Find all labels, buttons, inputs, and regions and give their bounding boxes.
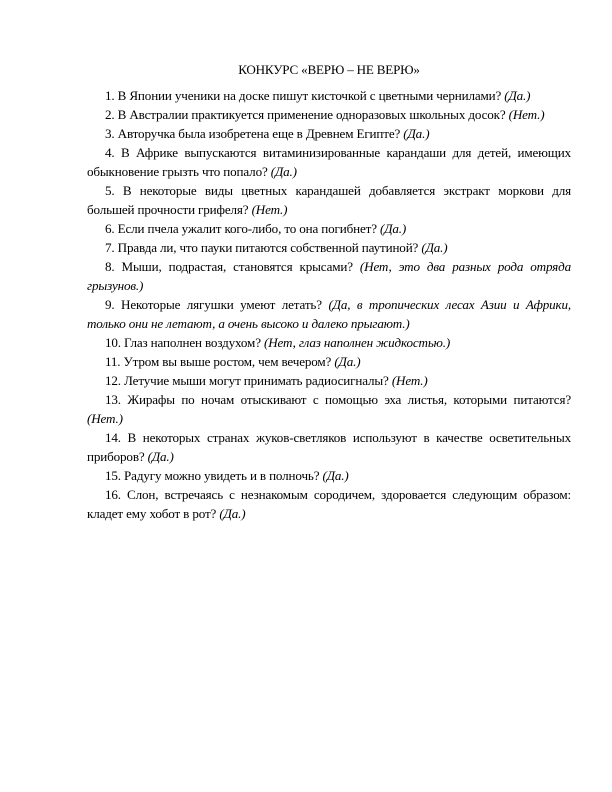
question-item	[87, 219, 571, 238]
answer-text: (Да.)	[421, 240, 448, 255]
question-text: 3. Авторучка была изобретена еще в Древнем Египте?	[105, 126, 401, 141]
question-text: 9. Некоторые лягушки умеют летать?	[105, 297, 322, 312]
answer-text: (Да, в тропических лесах Азии и Африки, только они не летают, а очень высоко и далеко прыгают.)	[87, 297, 572, 331]
question-text: 7. Правда ли, что пауки питаются собственной паутиной?	[105, 240, 419, 255]
question-item	[87, 238, 571, 257]
question-text: 5. В некоторые виды цветных карандашей добавляется экстракт моркови для большей прочности грифеля?	[87, 183, 571, 217]
question-text: 2. В Австралии практикуется применение одноразовых школьных досок?	[105, 107, 506, 122]
question-text: 1. В Японии ученики на доске пишут кисточкой с цветными чернилами?	[105, 88, 502, 103]
answer-text: (Да.)	[380, 221, 407, 236]
question-item	[87, 333, 571, 352]
answer-text: (Нет.)	[251, 202, 288, 217]
answer-text: (Да.)	[334, 354, 361, 369]
answer-text: (Да.)	[147, 449, 174, 464]
question-item	[87, 105, 571, 124]
question-item	[87, 124, 571, 143]
answer-text: (Да.)	[403, 126, 430, 141]
question-text: 14. В некоторых странах жуков-светляков используют в качестве осветительных приборов?	[87, 430, 571, 464]
question-text: 6. Если пчела ужалит кого-либо, то она погибнет?	[105, 221, 377, 236]
answer-text: (Да.)	[322, 468, 349, 483]
question-item	[87, 428, 571, 466]
question-text: 10. Глаз наполнен воздухом?	[105, 335, 261, 350]
answer-text: (Нет.)	[391, 373, 428, 388]
question-text: 15. Радугу можно увидеть и в полночь?	[105, 468, 320, 483]
question-item	[87, 390, 571, 428]
question-item	[87, 143, 571, 181]
question-text: 12. Летучие мыши могут принимать радиосигналы?	[105, 373, 389, 388]
question-item	[87, 86, 571, 105]
question-text: 11. Утром вы выше ростом, чем вечером?	[105, 354, 332, 369]
question-item	[87, 485, 571, 523]
question-item	[87, 371, 571, 390]
question-item	[87, 295, 571, 333]
question-text: 16. Слон, встречаясь с незнакомым сородичем, здоровается следующим образом: кладет ему хобот в рот?	[87, 487, 571, 521]
question-item	[87, 352, 571, 371]
question-text: 8. Мыши, подрастая, становятся крысами?	[105, 259, 353, 274]
answer-text: (Нет.)	[87, 411, 123, 426]
answer-text: (Да.)	[504, 88, 531, 103]
question-item	[87, 181, 571, 219]
document-content	[87, 60, 571, 523]
answer-text: (Нет, глаз наполнен жидкостью.)	[263, 335, 451, 350]
question-text: 13. Жирафы по ночам отыскивают с помощью эха листья, которыми питаются?	[105, 392, 571, 407]
question-item	[87, 466, 571, 485]
answer-text: (Нет.)	[508, 107, 545, 122]
document-title: КОНКУРС «ВЕРЮ – НЕ ВЕРЮ»	[238, 62, 420, 77]
answer-text: (Да.)	[219, 506, 246, 521]
question-item	[87, 257, 571, 295]
answer-text: (Да.)	[270, 164, 297, 179]
question-text: 4. В Африке выпускаются витаминизированные карандаши для детей, имеющих обыкновение грызть что попало?	[87, 145, 571, 179]
answer-text: (Нет, это два разных рода отряда грызунов.)	[87, 259, 571, 293]
